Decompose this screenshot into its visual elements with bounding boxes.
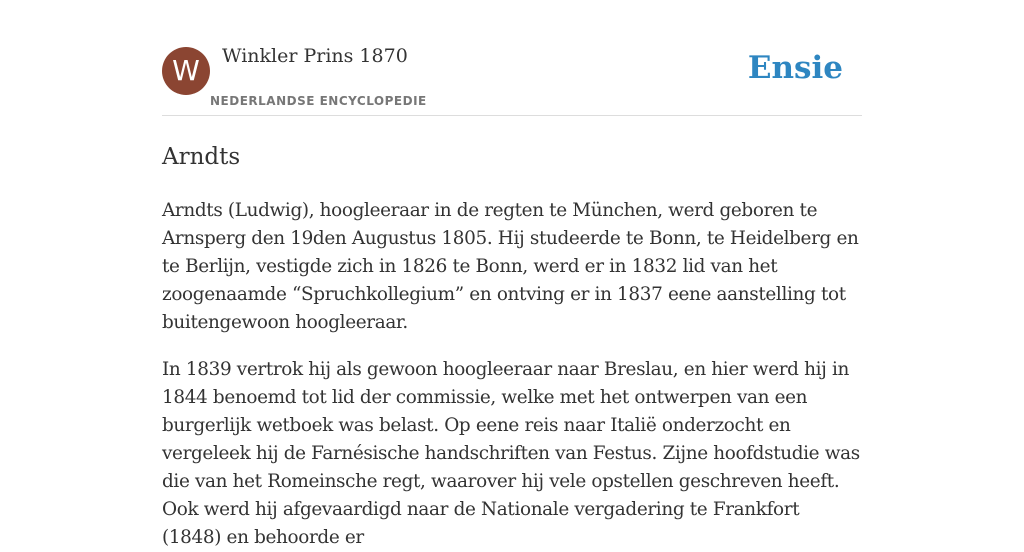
article-body <box>162 197 862 552</box>
source-avatar[interactable]: W <box>162 47 210 95</box>
header <box>162 0 862 116</box>
page-container <box>162 0 862 552</box>
ensie-logo[interactable]: Ensie <box>747 50 843 86</box>
article-paragraph: In 1839 vertrok hij als gewoon hoogleeraar naar Breslau, en hier werd hij in 1844 benoemd tot lid der commissie, welke met het ontwerpen van een burgerlijk wetboek was belast. Op eene reis naar Italië onderzocht en vergeleek hij de Farnésische handschriften van Festus. Zijne hoofdstudie was die van het Romeinsche regt, waarover hij vele opstellen geschreven heeft. Ook werd hij afgevaardigd naar de Nationale vergadering te Frankfort (1848) en behoorde er <box>162 359 860 548</box>
page-title: Arndts <box>162 144 241 170</box>
source-title[interactable]: Winkler Prins 1870 <box>222 45 408 67</box>
article-paragraph: Arndts (Ludwig), hoogleeraar in de regten te München, werd geboren te Arnsperg den 19den Augustus 1805. Hij studeerde te Bonn, te Heidelberg en te Berlijn, vestigde zich in 1826 te Bonn, werd er in 1832 lid van het zoogenaamde “Spruchkollegium” en ontving er in 1837 eene aanstelling tot buitengewoon hoogleeraar. <box>162 200 859 333</box>
source-subtitle: NEDERLANDSE ENCYCLOPEDIE <box>210 94 427 108</box>
